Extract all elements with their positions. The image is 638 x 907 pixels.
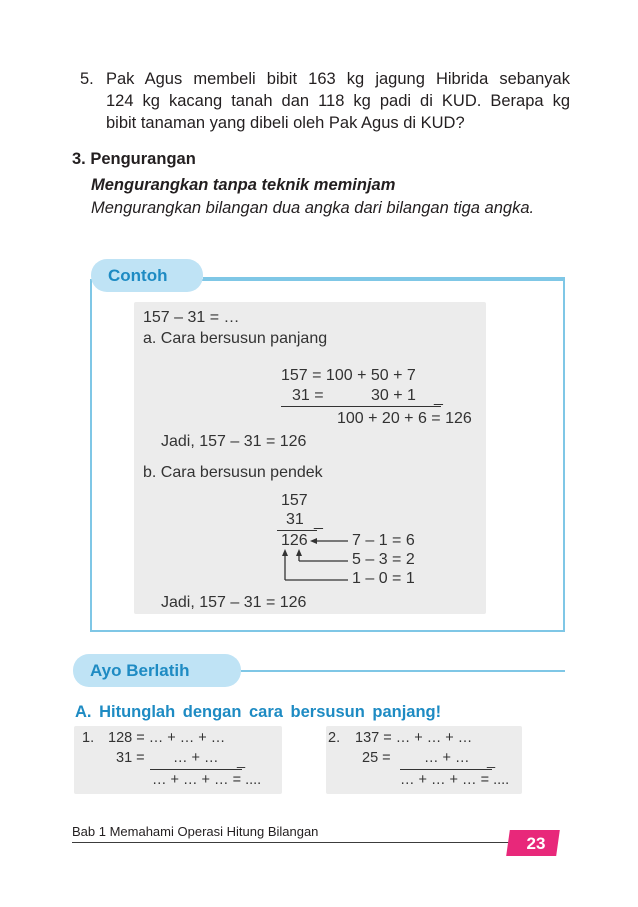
section-heading: 3. Pengurangan [72,150,196,168]
step-hundreds: 1 – 0 = 1 [352,570,415,587]
exercise-row-left: 25 = [362,750,391,766]
exercise-instruction: A. Hitunglah dengan cara bersusun panjang! [75,703,442,721]
exercise-number: 1. [82,730,95,746]
exercise-row-left: 31 = [116,750,145,766]
arrowhead-tens [296,549,302,556]
long-form-row: 157 = 100 + 50 + 7 [281,367,416,384]
section-subheading: Mengurangkan tanpa teknik meminjam [91,176,396,194]
exercise-label: Ayo Berlatih [73,654,241,687]
chapter-footer: Bab 1 Memahami Operasi Hitung Bilangan [72,824,319,839]
example-problem: 157 – 31 = … [143,309,240,326]
section-description: Mengurangkan bilangan dua angka dari bilangan tiga angka. [91,199,535,217]
sum-line [281,406,441,407]
problem-text [106,68,570,134]
arrowhead-ones [310,538,317,544]
part-b-title: b. Cara bersusun pendek [143,464,323,481]
example-label: Contoh [91,259,203,292]
long-form-row-right: 30 + 1 [371,387,416,404]
step-tens: 5 – 3 = 2 [352,551,415,568]
exercise-number: 2. [328,730,341,746]
step-ones: 7 – 1 = 6 [352,532,415,549]
part-a-title: a. Cara bersusun panjang [143,330,328,347]
minus-sign: _ [434,389,443,406]
digit-arrows [276,530,356,592]
minus-sign: _ [237,753,246,769]
exercise-row-right: … + … [424,750,470,766]
exercise-row-right: … + … [173,750,219,766]
example-header-rule [203,277,565,279]
minus-sign: _ [487,753,496,769]
long-form-result: 100 + 20 + 6 = 126 [337,410,472,427]
exercise-header-rule [241,670,565,672]
exercise-row: 128 = … + … + … [108,730,226,746]
exercise-row: 137 = … + … + … [355,730,473,746]
exercise-result: … + … + … = .... [152,772,262,788]
problem-line: Pak Agus membeli bibit 163 kg jagung Hibrida sebanyak [106,70,570,88]
footer-rule [72,842,512,843]
long-form-row-left: 31 = [292,387,324,404]
exercise-result: … + … + … = .... [400,772,510,788]
sum-line [150,769,242,770]
sum-line [400,769,492,770]
short-form-result: 126 [281,532,308,549]
conclusion-b: Jadi, 157 – 31 = 126 [161,594,307,611]
problem-line: 124 kg kacang tanah dan 118 kg padi di KUD. Berapa kg [106,92,570,110]
minus-sign: _ [314,513,323,530]
problem-line: bibit tanaman yang dibeli oleh Pak Agus di KUD? [106,114,465,132]
page-number: 23 [526,834,546,853]
problem-number: 5. [80,70,94,88]
short-form-top: 157 [281,492,308,509]
arrowhead-hundreds [282,549,288,556]
short-form-subtrahend: 31 [286,511,304,528]
conclusion-a: Jadi, 157 – 31 = 126 [161,433,307,450]
